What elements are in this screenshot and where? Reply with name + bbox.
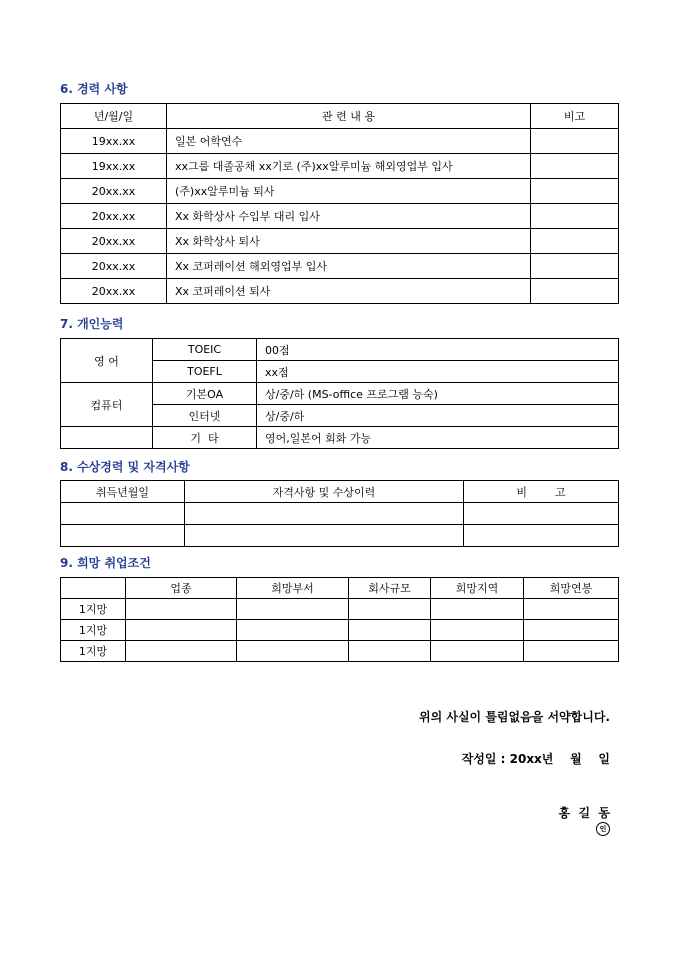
- career-date-cell: 20xx.xx: [61, 204, 167, 229]
- oa-value: 상/중/하 (MS-office 프로그램 능숙): [257, 383, 619, 405]
- career-row: [61, 204, 619, 229]
- career-date-cell: 19xx.xx: [61, 129, 167, 154]
- career-content-cell: Xx 화학상사 퇴사: [167, 229, 531, 254]
- career-content-cell: Xx 화학상사 수입부 대리 입사: [167, 204, 531, 229]
- career-date-cell: 20xx.xx: [61, 179, 167, 204]
- career-content-cell: Xx 코퍼레이션 퇴사: [167, 279, 531, 304]
- desired-cell: [349, 620, 431, 641]
- desired-cell: [126, 599, 237, 620]
- oa-label: 기본OA: [153, 383, 257, 405]
- desired-section-title: 9. 희망 취업조건: [60, 556, 151, 570]
- abilities-row: [61, 339, 619, 361]
- desired-cell: [431, 641, 524, 662]
- etc-value: 영어,일본어 회화 가능: [257, 427, 619, 449]
- signature-line: [550, 790, 610, 836]
- awards-content-cell: [185, 503, 464, 525]
- internet-value: 상/중/하: [257, 405, 619, 427]
- awards-header-note: 비 고: [464, 481, 619, 503]
- desired-header-department: 희망부서: [237, 578, 349, 599]
- awards-section-title: 8. 수상경력 및 자격사항: [60, 460, 190, 474]
- desired-header-company-size: 회사규모: [349, 578, 431, 599]
- desired-header-region: 희망지역: [431, 578, 524, 599]
- desired-cell: [524, 620, 619, 641]
- awards-header-content: 자격사항 및 수상이력: [185, 481, 464, 503]
- abilities-section-title: 7. 개인능력: [60, 317, 124, 331]
- career-date-cell: 20xx.xx: [61, 279, 167, 304]
- desired-cell: [524, 641, 619, 662]
- abilities-empty-cell: [61, 427, 153, 449]
- awards-header-row: [61, 481, 619, 503]
- desired-row: [61, 620, 619, 641]
- career-row: [61, 129, 619, 154]
- desired-table: [60, 577, 619, 662]
- career-content-cell: xx그룹 대졸공채 xx기로 (주)xx알루미늄 해외영업부 입사: [167, 154, 531, 179]
- career-row: [61, 229, 619, 254]
- abilities-table: [60, 338, 619, 449]
- desired-cell: [237, 599, 349, 620]
- desired-cell: [431, 620, 524, 641]
- desired-rank-label: 1지망: [61, 599, 126, 620]
- career-header-content: 관 련 내 용: [167, 104, 531, 129]
- written-date: 작성일 : 20xx년 월 일: [461, 752, 610, 766]
- english-label: 영 어: [61, 339, 153, 383]
- abilities-row: [61, 427, 619, 449]
- awards-date-cell: [61, 525, 185, 547]
- awards-content-cell: [185, 525, 464, 547]
- pledge-statement: 위의 사실이 틀림없음을 서약합니다.: [419, 710, 610, 724]
- desired-header-row: [61, 578, 619, 599]
- career-header-row: [61, 104, 619, 129]
- career-header-date: 년/월/일: [61, 104, 167, 129]
- toeic-value: 00점: [257, 339, 619, 361]
- internet-label: 인터넷: [153, 405, 257, 427]
- career-content-cell: 일본 어학연수: [167, 129, 531, 154]
- career-row: [61, 179, 619, 204]
- career-content-cell: (주)xx알루미늄 퇴사: [167, 179, 531, 204]
- career-row: [61, 254, 619, 279]
- career-note-cell: [531, 179, 619, 204]
- desired-cell: [349, 641, 431, 662]
- career-date-cell: 20xx.xx: [61, 254, 167, 279]
- awards-note-cell: [464, 525, 619, 547]
- desired-row: [61, 599, 619, 620]
- awards-table: [60, 480, 619, 547]
- career-header-note: 비고: [531, 104, 619, 129]
- seal-icon: 인: [596, 822, 610, 836]
- signer-name: 홍 길 동: [558, 806, 610, 820]
- awards-note-cell: [464, 503, 619, 525]
- career-row: [61, 279, 619, 304]
- desired-row: [61, 641, 619, 662]
- desired-cell: [237, 620, 349, 641]
- desired-cell: [431, 599, 524, 620]
- career-content-cell: Xx 코퍼레이션 해외영업부 입사: [167, 254, 531, 279]
- toefl-value: xx점: [257, 361, 619, 383]
- desired-header-salary: 희망연봉: [524, 578, 619, 599]
- desired-cell: [524, 599, 619, 620]
- computer-label: 컴퓨터: [61, 383, 153, 427]
- desired-cell: [349, 599, 431, 620]
- desired-rank-label: 1지망: [61, 641, 126, 662]
- etc-label: 기 타: [153, 427, 257, 449]
- career-note-cell: [531, 254, 619, 279]
- career-date-cell: 20xx.xx: [61, 229, 167, 254]
- career-note-cell: [531, 154, 619, 179]
- career-note-cell: [531, 129, 619, 154]
- desired-header-blank: [61, 578, 126, 599]
- desired-cell: [237, 641, 349, 662]
- awards-row: [61, 503, 619, 525]
- career-date-cell: 19xx.xx: [61, 154, 167, 179]
- career-table: [60, 103, 619, 304]
- desired-rank-label: 1지망: [61, 620, 126, 641]
- desired-cell: [126, 620, 237, 641]
- awards-row: [61, 525, 619, 547]
- toeic-label: TOEIC: [153, 339, 257, 361]
- awards-date-cell: [61, 503, 185, 525]
- toefl-label: TOEFL: [153, 361, 257, 383]
- career-note-cell: [531, 229, 619, 254]
- career-note-cell: [531, 279, 619, 304]
- abilities-row: [61, 383, 619, 405]
- career-row: [61, 154, 619, 179]
- awards-header-date: 취득년월일: [61, 481, 185, 503]
- career-section-title: 6. 경력 사항: [60, 82, 128, 96]
- career-note-cell: [531, 204, 619, 229]
- desired-header-industry: 업종: [126, 578, 237, 599]
- desired-cell: [126, 641, 237, 662]
